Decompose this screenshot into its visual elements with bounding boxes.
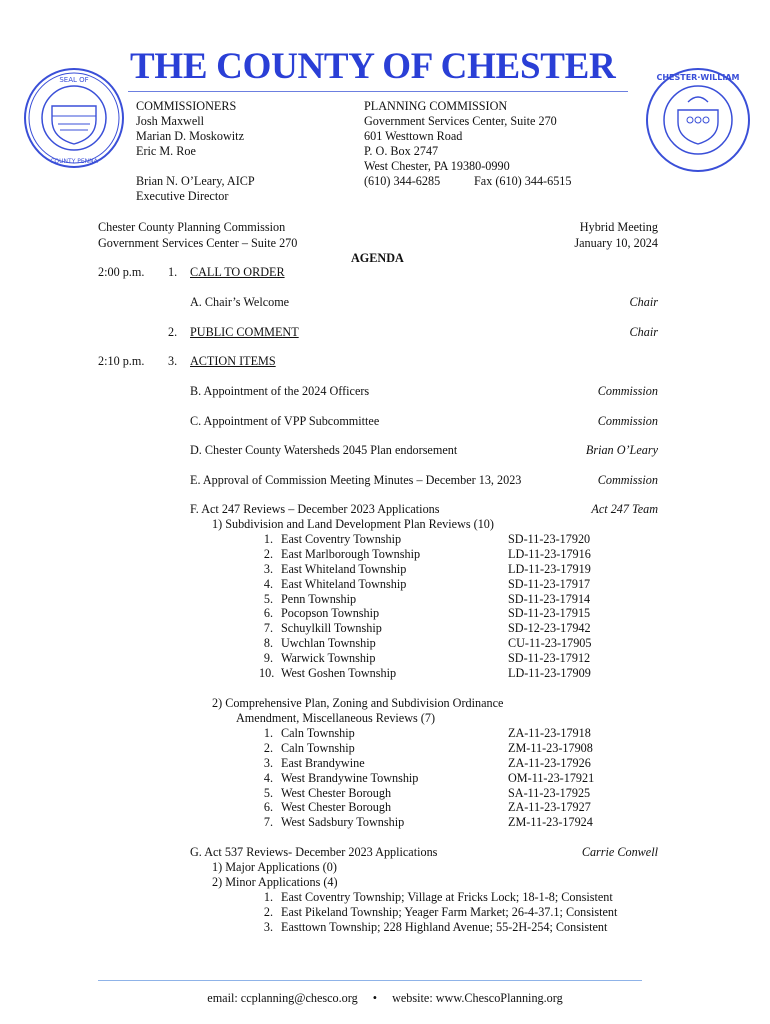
planning-commission-block [364,99,572,189]
agenda-item-act537: G. Act 537 Reviews- December 2023 Applications [190,845,438,859]
agenda-item-watersheds: D. Chester County Watersheds 2045 Plan endorsement [190,443,458,457]
fax-number: Fax (610) 344-6515 [474,174,572,188]
agenda-item-minutes: E. Approval of Commission Meeting Minutes – December 13, 2023 [190,473,522,487]
william-penn-seal-logo [644,66,752,174]
presenter: Act 247 Team [591,502,658,516]
sub-heading: 1) Subdivision and Land Development Plan Reviews (10) [212,517,494,531]
sub-heading: 2) Comprehensive Plan, Zoning and Subdivision Ordinance [212,696,504,710]
svg-text:SEAL OF: SEAL OF [59,76,89,84]
agenda-section-action-items: ACTION ITEMS [190,354,276,368]
agenda-item-act247: F. Act 247 Reviews – December 2023 Applications [190,502,440,516]
title-divider [128,91,628,92]
footer-email: email: ccplanning@chesco.org [207,991,358,1005]
item-number: 3. [168,354,178,368]
presenter: Commission [597,384,658,398]
time-label: 2:00 p.m. [98,265,145,279]
phone-number: (610) 344-6285 [364,174,441,188]
address-line: Government Services Center, Suite 270 [364,114,557,128]
commissioners-block [136,99,255,204]
meeting-org: Chester County Planning Commission [98,220,286,234]
presenter: Brian O’Leary [585,443,658,457]
presenter: Commission [597,414,658,428]
sub-heading: 2) Minor Applications (4) [212,875,338,889]
director-name: Brian N. O’Leary, AICP [136,174,255,188]
commissioner-name: Marian D. Moskowitz [136,129,244,143]
footer-website: website: www.ChescoPlanning.org [392,991,563,1005]
item-number: 1. [168,265,178,279]
agenda-section-public-comment: PUBLIC COMMENT [190,325,299,339]
agenda-item-chairs-welcome: A. Chair’s Welcome [190,295,290,309]
agenda-item-officers: B. Appointment of the 2024 Officers [190,384,370,398]
page-title: THE COUNTY OF CHESTER [130,46,616,87]
time-label: 2:10 p.m. [98,354,145,368]
item-number: 2. [168,325,178,339]
planning-heading: PLANNING COMMISSION [364,99,508,113]
footer-divider [98,980,642,981]
commissioners-heading: COMMISSIONERS [136,99,237,113]
sub-heading-continued: Amendment, Miscellaneous Reviews (7) [236,711,436,725]
county-seal-logo [22,66,126,170]
commissioner-name: Josh Maxwell [136,114,205,128]
agenda-heading: AGENDA [351,251,404,265]
agenda-item-vpp: C. Appointment of VPP Subcommittee [190,414,380,428]
meeting-location: Government Services Center – Suite 270 [98,236,298,250]
presenter: Chair [629,295,658,309]
agenda-section-call-to-order: CALL TO ORDER [190,265,285,279]
sub-heading: 1) Major Applications (0) [212,860,337,874]
commissioner-name: Eric M. Roe [136,144,196,158]
svg-text:CHESTER·WILLIAM: CHESTER·WILLIAM [656,73,740,82]
address-line: P. O. Box 2747 [364,144,439,158]
footer [0,991,770,1006]
svg-text:COUNTY PENNA: COUNTY PENNA [50,158,98,165]
address-line: 601 Westtown Road [364,129,463,143]
meeting-type: Hybrid Meeting [579,220,658,234]
presenter: Commission [597,473,658,487]
director-title: Executive Director [136,189,229,203]
footer-bullet: • [372,991,378,1005]
presenter: Carrie Conwell [581,845,658,859]
address-line: West Chester, PA 19380-0990 [364,159,510,173]
presenter: Chair [629,325,658,339]
meeting-date: January 10, 2024 [574,236,658,250]
